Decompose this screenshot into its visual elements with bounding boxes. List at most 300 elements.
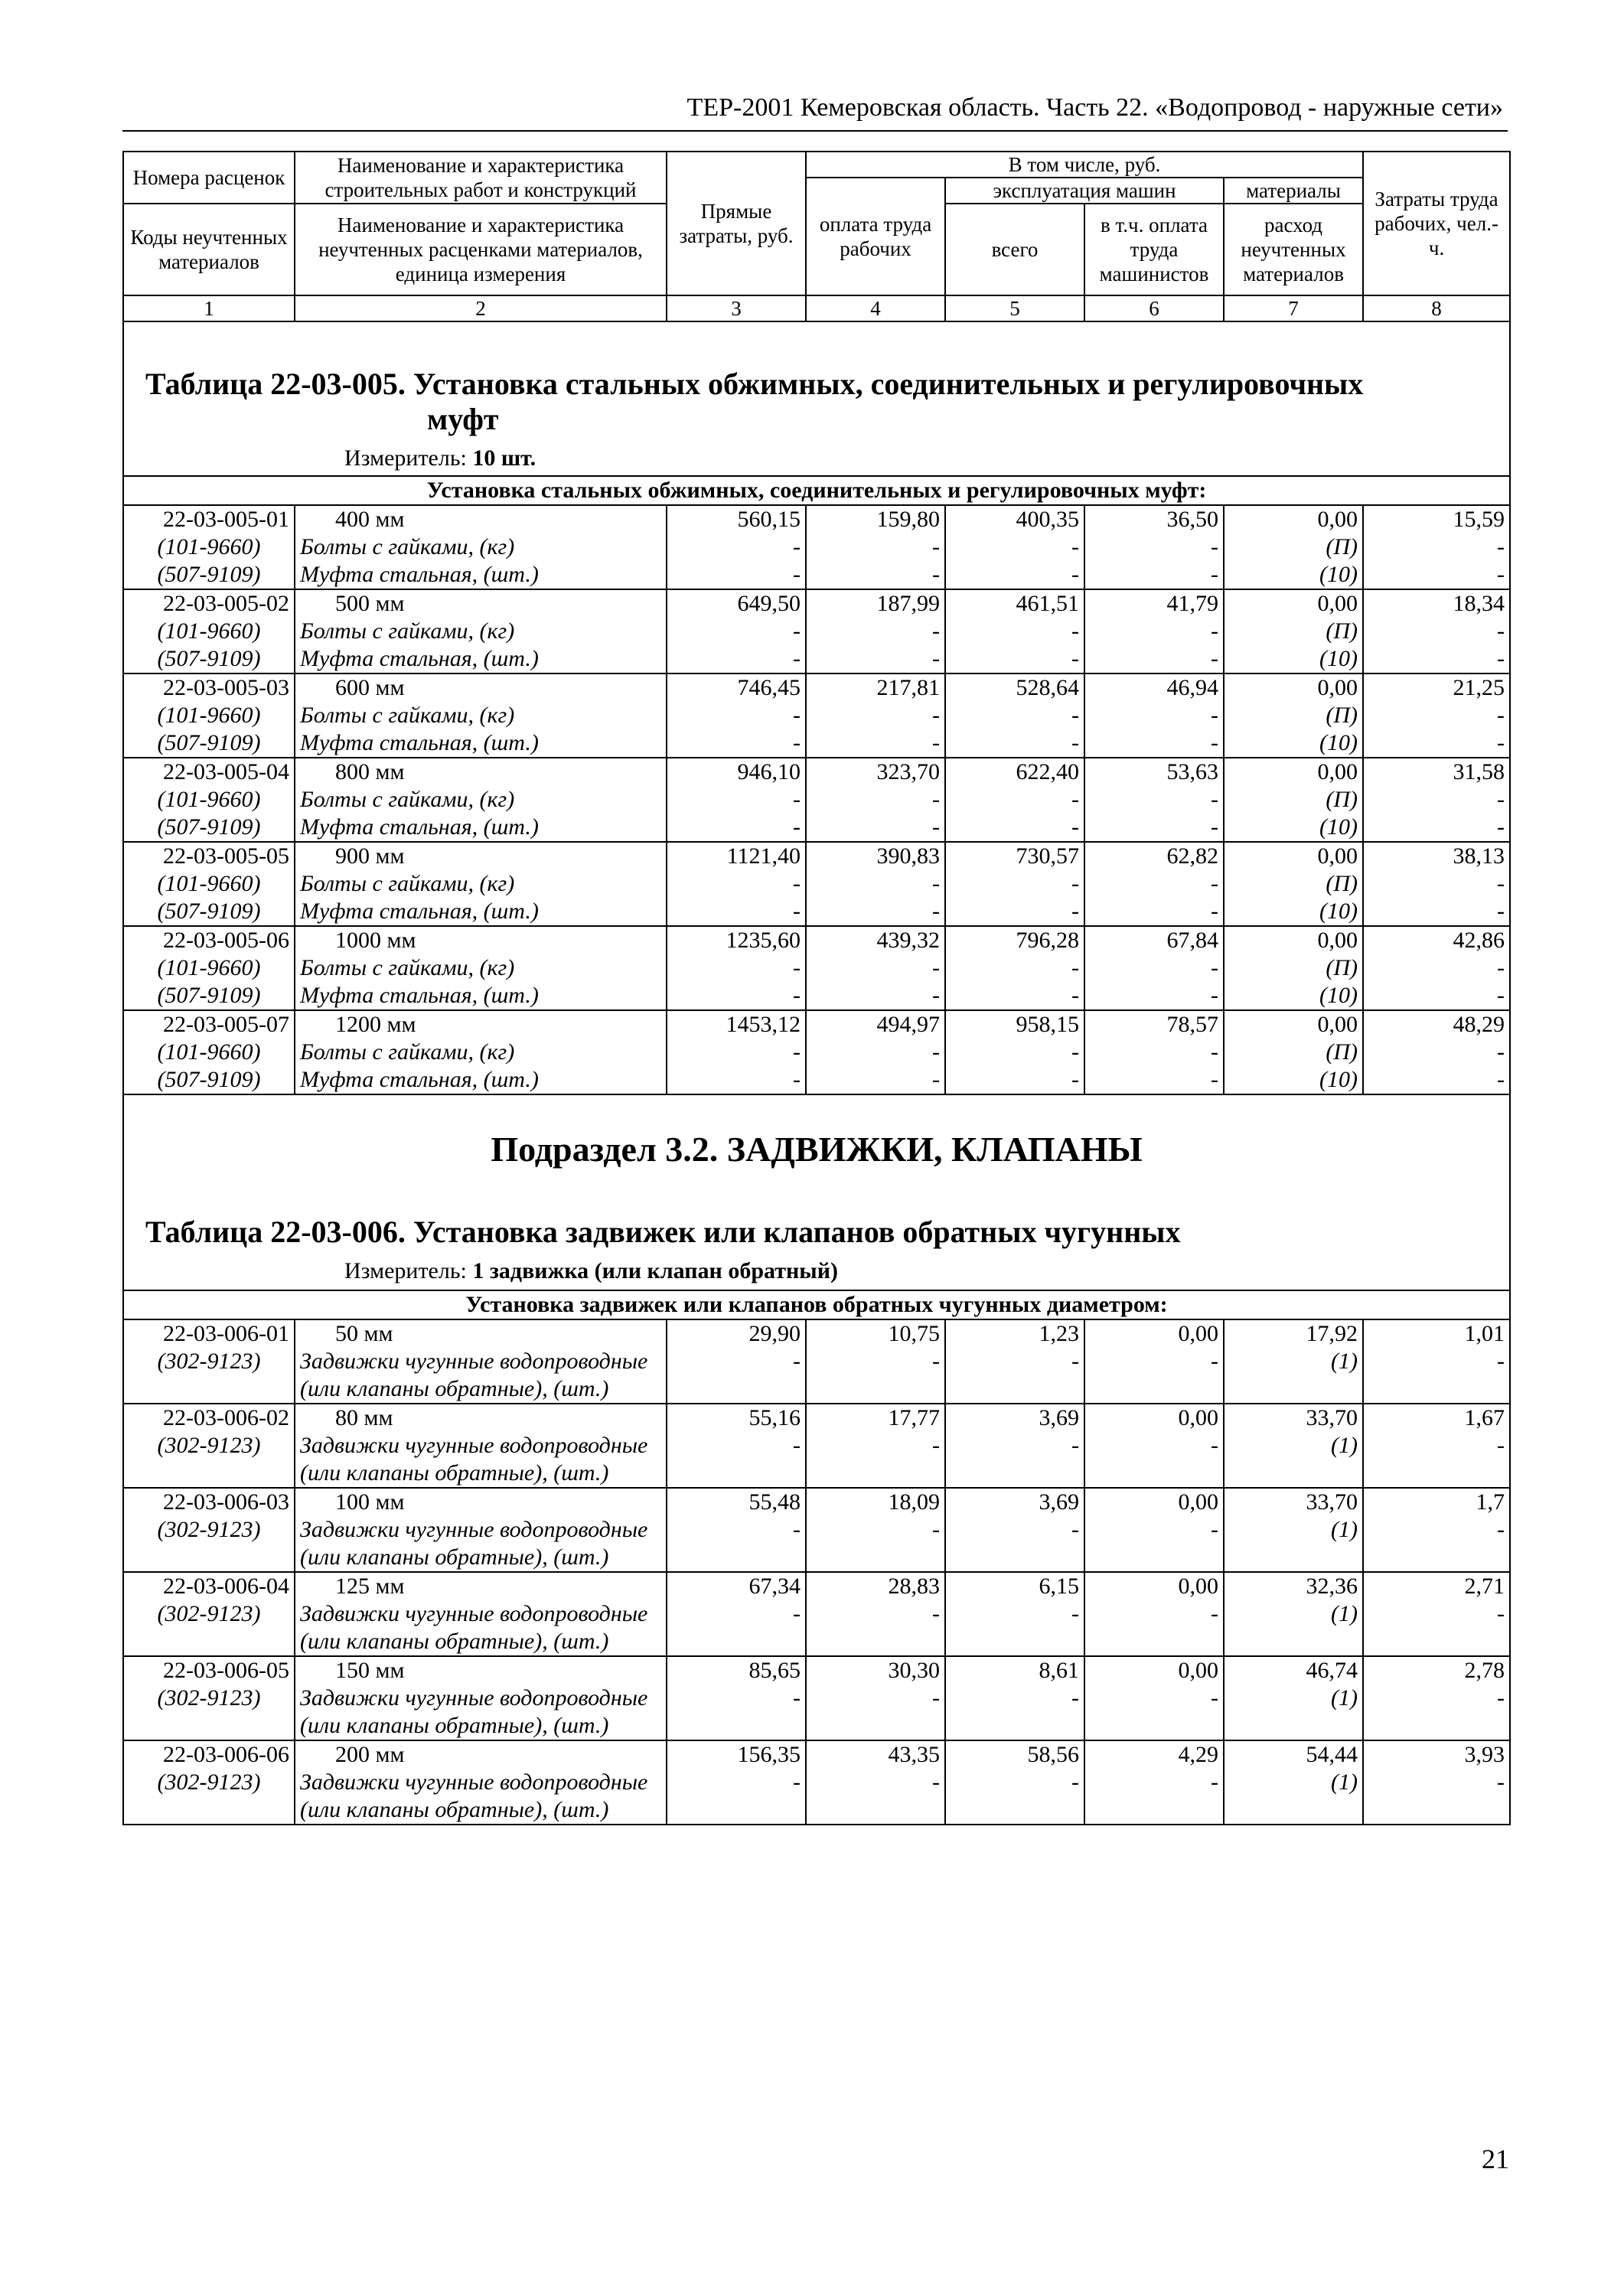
rate-c7: 33,70 [1224,1404,1363,1432]
material-row [123,898,1510,926]
material-c4: - [806,729,945,758]
material-code: (101-9660) [123,702,295,729]
measure-value: 10 шт. [472,445,536,471]
rate-code: 22-03-005-06 [123,926,295,954]
machines-header: эксплуатация машин [945,178,1224,204]
material-c5: - [945,954,1084,982]
material-c5: - [945,1600,1084,1656]
material-c5: - [945,898,1084,926]
rate-c6: 41,79 [1084,589,1224,618]
rate-c8: 1,67 [1363,1404,1510,1432]
material-c6: - [1084,898,1224,926]
material-c5: - [945,814,1084,842]
rate-code: 22-03-005-07 [123,1010,295,1039]
rate-c4: 439,32 [806,926,945,954]
material-name: Муфта стальная, (шт.) [295,898,667,926]
group-heading: Установка задвижек или клапанов обратных чугунных диаметром: [123,1290,1510,1319]
rate-c7: 0,00 [1224,589,1363,618]
material-row [123,729,1510,758]
material-code: (507-9109) [123,645,295,673]
material-name: Болты с гайками, (кг) [295,1039,667,1066]
rate-c8: 2,78 [1363,1656,1510,1684]
material-c3: - [667,1516,806,1572]
material-c4: - [806,1769,945,1825]
rate-c7: 33,70 [1224,1488,1363,1516]
material-c6: - [1084,1516,1224,1572]
material-c6: - [1084,1432,1224,1488]
material-name: Болты с гайками, (кг) [295,702,667,729]
material-code: (507-9109) [123,1066,295,1094]
rate-c4: 18,09 [806,1488,945,1516]
rate-c6: 67,84 [1084,926,1224,954]
rate-row [123,926,1510,954]
material-c7: (10) [1224,1066,1363,1094]
material-c3: - [667,870,806,898]
rate-c8: 31,58 [1363,758,1510,786]
col8-header: Затраты труда рабочих, чел.-ч. [1363,152,1510,295]
material-c3: - [667,645,806,673]
rate-row [123,1488,1510,1516]
rate-c8: 18,34 [1363,589,1510,618]
rate-name: 800 мм [295,758,667,786]
material-name: Муфта стальная, (шт.) [295,814,667,842]
rate-c7: 0,00 [1224,758,1363,786]
material-c6: - [1084,561,1224,589]
material-c5: - [945,729,1084,758]
material-c3: - [667,982,806,1010]
material-row [123,982,1510,1010]
material-c8: - [1363,702,1510,729]
material-c3: - [667,1600,806,1656]
col2-top-header: Наименование и характеристика строительных работ и конструкций [295,152,667,204]
material-c3: - [667,1684,806,1740]
material-name: Муфта стальная, (шт.) [295,982,667,1010]
material-c4: - [806,1684,945,1740]
rate-c8: 38,13 [1363,842,1510,870]
rate-c4: 17,77 [806,1404,945,1432]
material-name: Болты с гайками, (кг) [295,618,667,645]
rate-name: 125 мм [295,1572,667,1600]
material-c3: - [667,618,806,645]
rate-c8: 42,86 [1363,926,1510,954]
rate-c3: 67,34 [667,1572,806,1600]
material-code: (101-9660) [123,870,295,898]
rate-c5: 622,40 [945,758,1084,786]
col-num-3: 3 [667,295,806,321]
rate-c6: 0,00 [1084,1488,1224,1516]
material-code: (507-9109) [123,814,295,842]
rate-c8: 15,59 [1363,505,1510,533]
material-c6: - [1084,786,1224,814]
material-c4: - [806,533,945,561]
material-c3: - [667,702,806,729]
material-name: Болты с гайками, (кг) [295,954,667,982]
material-c8: - [1363,1600,1510,1656]
rate-c4: 28,83 [806,1572,945,1600]
page-number: 21 [1482,2144,1509,2174]
material-c7: (1) [1224,1684,1363,1740]
section-box [124,322,1509,475]
material-c6: - [1084,1348,1224,1404]
rate-c6: 0,00 [1084,1572,1224,1600]
rate-code: 22-03-006-06 [123,1740,295,1769]
material-c8: - [1363,814,1510,842]
material-code: (302-9123) [123,1684,295,1740]
rate-name: 1000 мм [295,926,667,954]
material-c3: - [667,898,806,926]
material-c8: - [1363,561,1510,589]
rate-c3: 55,48 [667,1488,806,1516]
material-c8: - [1363,533,1510,561]
rate-code: 22-03-005-05 [123,842,295,870]
material-name: Муфта стальная, (шт.) [295,561,667,589]
material-code: (507-9109) [123,729,295,758]
measure-value: 1 задвижка (или клапан обратный) [472,1258,838,1283]
material-c7: (1) [1224,1600,1363,1656]
material-c8: - [1363,1432,1510,1488]
material-c8: - [1363,1348,1510,1404]
material-c8: - [1363,729,1510,758]
rate-c6: 62,82 [1084,842,1224,870]
rate-c5: 3,69 [945,1488,1084,1516]
rate-c4: 494,97 [806,1010,945,1039]
material-name: Задвижки чугунные водопроводные (или клапаны обратные), (шт.) [295,1684,667,1740]
material-name: Болты с гайками, (кг) [295,786,667,814]
material-row [123,1600,1510,1656]
measure-label: Измеритель: [344,1258,467,1283]
material-code: (302-9123) [123,1432,295,1488]
rate-c3: 55,16 [667,1404,806,1432]
rate-c5: 3,69 [945,1404,1084,1432]
group-heading-row [123,476,1510,505]
rate-c3: 156,35 [667,1740,806,1769]
material-c5: - [945,982,1084,1010]
material-c7: (10) [1224,898,1363,926]
material-code: (302-9123) [123,1769,295,1825]
rate-c4: 159,80 [806,505,945,533]
material-c8: - [1363,1066,1510,1094]
rate-c7: 17,92 [1224,1319,1363,1348]
material-row [123,533,1510,561]
material-c7: (1) [1224,1516,1363,1572]
material-c4: - [806,1066,945,1094]
material-c4: - [806,1600,945,1656]
rate-c3: 1235,60 [667,926,806,954]
rate-c4: 30,30 [806,1656,945,1684]
material-row [123,561,1510,589]
table-title: Таблица 22-03-005. Установка стальных обжимных, соединительных и регулировочных [145,367,1364,401]
material-c7: (П) [1224,1039,1363,1066]
material-c5: - [945,1066,1084,1094]
material-c4: - [806,786,945,814]
col-num-6: 6 [1084,295,1224,321]
rate-c6: 0,00 [1084,1319,1224,1348]
table-title-cont: муфт [427,402,499,436]
rate-code: 22-03-005-01 [123,505,295,533]
material-row [123,1348,1510,1404]
material-c5: - [945,702,1084,729]
material-code: (101-9660) [123,1039,295,1066]
rate-c8: 21,25 [1363,673,1510,702]
material-name: Задвижки чугунные водопроводные (или клапаны обратные), (шт.) [295,1516,667,1572]
material-c5: - [945,1684,1084,1740]
material-c7: (П) [1224,533,1363,561]
rate-c4: 390,83 [806,842,945,870]
rate-c3: 29,90 [667,1319,806,1348]
rate-c5: 6,15 [945,1572,1084,1600]
rate-code: 22-03-005-04 [123,758,295,786]
material-c6: - [1084,645,1224,673]
material-c7: (10) [1224,814,1363,842]
material-name: Муфта стальная, (шт.) [295,729,667,758]
material-c7: (П) [1224,786,1363,814]
material-row [123,645,1510,673]
rate-c8: 1,01 [1363,1319,1510,1348]
material-c5: - [945,1769,1084,1825]
rate-row [123,1656,1510,1684]
rate-c7: 0,00 [1224,673,1363,702]
material-c3: - [667,1432,806,1488]
rate-code: 22-03-005-03 [123,673,295,702]
material-c7: (1) [1224,1348,1363,1404]
rate-c6: 46,94 [1084,673,1224,702]
measure [344,1257,838,1285]
material-c4: - [806,982,945,1010]
rate-c6: 0,00 [1084,1656,1224,1684]
materials-header: материалы [1224,178,1363,204]
material-c7: (10) [1224,645,1363,673]
material-c8: - [1363,645,1510,673]
material-c8: - [1363,898,1510,926]
material-c6: - [1084,870,1224,898]
table-title: Таблица 22-03-006. Установка задвижек или клапанов обратных чугунных [145,1215,1181,1249]
material-c6: - [1084,982,1224,1010]
rate-row [123,673,1510,702]
material-c8: - [1363,1039,1510,1066]
material-c5: - [945,533,1084,561]
material-row [123,618,1510,645]
material-c3: - [667,729,806,758]
material-c6: - [1084,814,1224,842]
running-title: ТЕР-2001 Кемеровская область. Часть 22. «Водопровод - наружные сети» [686,93,1503,122]
material-name: Задвижки чугунные водопроводные (или клапаны обратные), (шт.) [295,1600,667,1656]
rate-row [123,758,1510,786]
rate-c4: 217,81 [806,673,945,702]
col1-bottom-header: Коды неучтенных материалов [123,204,295,295]
rate-c5: 796,28 [945,926,1084,954]
rate-c3: 946,10 [667,758,806,786]
rate-code: 22-03-005-02 [123,589,295,618]
material-code: (101-9660) [123,786,295,814]
material-c6: - [1084,1039,1224,1066]
material-c5: - [945,561,1084,589]
rate-row [123,1404,1510,1432]
col3-header: Прямые затраты, руб. [667,152,806,295]
rate-c7: 54,44 [1224,1740,1363,1769]
material-row [123,814,1510,842]
material-row [123,1039,1510,1066]
material-code: (101-9660) [123,954,295,982]
material-name: Муфта стальная, (шт.) [295,1066,667,1094]
material-c4: - [806,954,945,982]
rate-code: 22-03-006-05 [123,1656,295,1684]
material-c7: (1) [1224,1432,1363,1488]
material-c8: - [1363,954,1510,982]
rate-c5: 1,23 [945,1319,1084,1348]
col5-header: всего [945,204,1084,295]
rate-row [123,505,1510,533]
rate-c5: 400,35 [945,505,1084,533]
material-c8: - [1363,870,1510,898]
rate-c3: 1453,12 [667,1010,806,1039]
rate-c6: 4,29 [1084,1740,1224,1769]
rate-c7: 0,00 [1224,926,1363,954]
section-cell [123,321,1510,476]
rate-c6: 53,63 [1084,758,1224,786]
material-c7: (П) [1224,618,1363,645]
material-code: (302-9123) [123,1348,295,1404]
rate-name: 600 мм [295,673,667,702]
group-heading: Установка стальных обжимных, соединительных и регулировочных муфт: [123,476,1510,505]
material-c7: (10) [1224,729,1363,758]
material-c4: - [806,1348,945,1404]
rate-c6: 78,57 [1084,1010,1224,1039]
material-row [123,1066,1510,1094]
material-c7: (П) [1224,702,1363,729]
material-c3: - [667,954,806,982]
material-c6: - [1084,729,1224,758]
material-code: (507-9109) [123,898,295,926]
col2-bottom-header: Наименование и характеристика неучтенных расценками материалов, единица измерения [295,204,667,295]
group-heading-row [123,1290,1510,1319]
section-row [123,321,1510,476]
material-c5: - [945,1516,1084,1572]
rate-code: 22-03-006-03 [123,1488,295,1516]
rate-c8: 3,93 [1363,1740,1510,1769]
rate-c3: 746,45 [667,673,806,702]
rate-c7: 0,00 [1224,505,1363,533]
rate-c4: 187,99 [806,589,945,618]
material-c8: - [1363,618,1510,645]
material-name: Муфта стальная, (шт.) [295,645,667,673]
material-c6: - [1084,1684,1224,1740]
material-c3: - [667,533,806,561]
rate-name: 100 мм [295,1488,667,1516]
material-c4: - [806,870,945,898]
rate-code: 22-03-006-04 [123,1572,295,1600]
rate-c6: 0,00 [1084,1404,1224,1432]
material-name: Задвижки чугунные водопроводные (или клапаны обратные), (шт.) [295,1769,667,1825]
material-c3: - [667,561,806,589]
material-code: (101-9660) [123,533,295,561]
material-c3: - [667,814,806,842]
col4-header: оплата труда рабочих [806,178,945,295]
rate-c4: 10,75 [806,1319,945,1348]
rate-row [123,1010,1510,1039]
rate-c4: 43,35 [806,1740,945,1769]
running-header [122,92,1508,132]
price-table [122,151,1511,1825]
rate-c3: 560,15 [667,505,806,533]
material-c7: (10) [1224,561,1363,589]
material-c4: - [806,814,945,842]
material-c3: - [667,1066,806,1094]
material-row [123,870,1510,898]
including-header: В том числе, руб. [806,152,1363,178]
measure-label: Измеритель: [344,445,467,471]
rate-c7: 32,36 [1224,1572,1363,1600]
rate-c5: 58,56 [945,1740,1084,1769]
measure [344,445,536,472]
col-num-1: 1 [123,295,295,321]
material-c4: - [806,702,945,729]
material-c3: - [667,1769,806,1825]
rate-row [123,1319,1510,1348]
material-code: (302-9123) [123,1600,295,1656]
material-row [123,1684,1510,1740]
rate-name: 50 мм [295,1319,667,1348]
rate-name: 150 мм [295,1656,667,1684]
material-c6: - [1084,1066,1224,1094]
material-c4: - [806,618,945,645]
rate-name: 1200 мм [295,1010,667,1039]
col-num-7: 7 [1224,295,1363,321]
rate-c8: 1,7 [1363,1488,1510,1516]
material-code: (507-9109) [123,982,295,1010]
rate-name: 500 мм [295,589,667,618]
material-c5: - [945,1432,1084,1488]
material-c4: - [806,1516,945,1572]
material-row [123,1769,1510,1825]
material-c6: - [1084,618,1224,645]
table-body [123,152,1510,1825]
rate-name: 80 мм [295,1404,667,1432]
rate-code: 22-03-006-01 [123,1319,295,1348]
material-c6: - [1084,1769,1224,1825]
material-c3: - [667,1348,806,1404]
material-c6: - [1084,1600,1224,1656]
rate-c5: 461,51 [945,589,1084,618]
material-c8: - [1363,1516,1510,1572]
material-c8: - [1363,1769,1510,1825]
material-row [123,786,1510,814]
material-name: Болты с гайками, (кг) [295,870,667,898]
material-code: (507-9109) [123,561,295,589]
material-row [123,702,1510,729]
rate-row [123,1572,1510,1600]
rate-c3: 1121,40 [667,842,806,870]
rate-c6: 36,50 [1084,505,1224,533]
col-num-5: 5 [945,295,1084,321]
material-c4: - [806,561,945,589]
rate-c4: 323,70 [806,758,945,786]
subsection-title: Подраздел 3.2. ЗАДВИЖКИ, КЛАПАНЫ [491,1130,1143,1169]
rate-row [123,1740,1510,1769]
rate-c3: 649,50 [667,589,806,618]
col6-header: в т.ч. оплата труда машинистов [1084,204,1224,295]
material-code: (302-9123) [123,1516,295,1572]
material-c8: - [1363,1684,1510,1740]
material-c5: - [945,645,1084,673]
material-row [123,1432,1510,1488]
rate-c5: 528,64 [945,673,1084,702]
material-c3: - [667,1039,806,1066]
rate-c3: 85,65 [667,1656,806,1684]
rate-c5: 8,61 [945,1656,1084,1684]
material-name: Задвижки чугунные водопроводные (или клапаны обратные), (шт.) [295,1432,667,1488]
col7-header: расход неучтенных материалов [1224,204,1363,295]
material-name: Болты с гайками, (кг) [295,533,667,561]
